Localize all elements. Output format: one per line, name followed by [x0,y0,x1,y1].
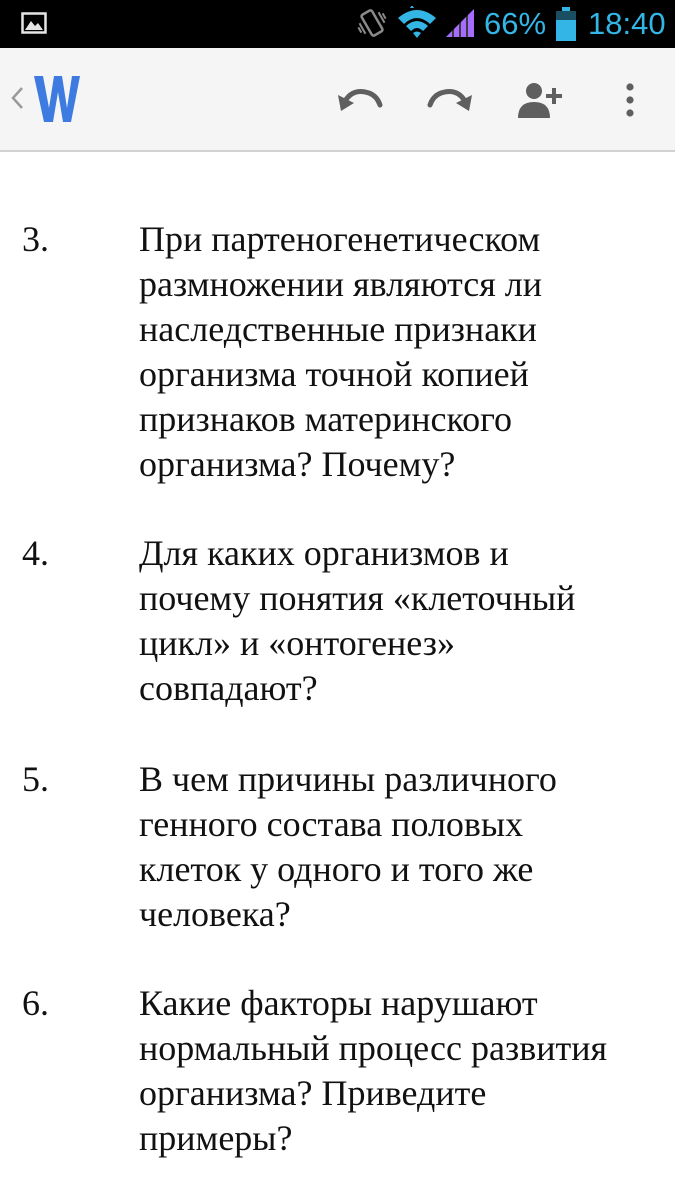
question-text-line: наследственные признаки [139,309,537,349]
redo-button[interactable] [422,72,478,128]
question-text-line: размножении являются ли [139,264,542,304]
question-text [139,217,669,487]
question-text-line: человека? [139,894,291,934]
question-text [139,981,669,1161]
chevron-left-icon [10,86,24,110]
question-number: 4. [22,533,49,573]
clock: 18:40 [588,6,666,41]
question-text-line: признаков материнского [139,399,512,439]
app-logo-w-icon [32,72,82,126]
share-add-person-button[interactable] [512,72,568,128]
more-options-button[interactable] [602,72,658,128]
status-bar [0,0,675,48]
question-text-line: В чем причины различного [139,759,557,799]
question-text-line: примеры? [139,1118,293,1158]
question-number: 3. [22,219,49,259]
add-person-icon [516,80,564,120]
question-text-line: Какие факторы нарушают [139,983,538,1023]
question-text-line: организма? Приведите [139,1073,487,1113]
undo-button[interactable] [332,72,388,128]
question-text-line: организма? Почему? [139,444,456,484]
question-text-line: нормальный процесс развития [139,1028,608,1068]
question-text-line: организма точной копией [139,354,529,394]
signal-icon [444,7,476,39]
question-number: 6. [22,983,49,1023]
question-text [139,757,669,937]
battery-percent: 66% [484,6,547,41]
question-text-line: генного состава половых [139,804,524,844]
question-text-line: совпадают? [139,668,318,708]
question-number: 5. [22,759,49,799]
redo-icon [427,83,473,117]
undo-icon [337,83,383,117]
up-navigation-button[interactable] [4,68,84,132]
gallery-icon [21,12,47,34]
question-text-line: цикл» и «онтогенез» [139,623,455,663]
question-text-line: При партеногенетическом [139,219,541,259]
app-toolbar [0,48,675,152]
question-text [139,531,669,711]
battery-icon [556,7,576,41]
vibrate-icon [356,5,388,41]
question-text-line: Для каких организмов и [139,533,509,573]
question-text-line: почему понятия «клеточный [139,578,576,618]
more-vert-icon [624,83,636,117]
question-text-line: клеток у одного и того же [139,849,534,889]
wifi-icon [396,6,438,40]
document-view[interactable] [0,152,675,1200]
